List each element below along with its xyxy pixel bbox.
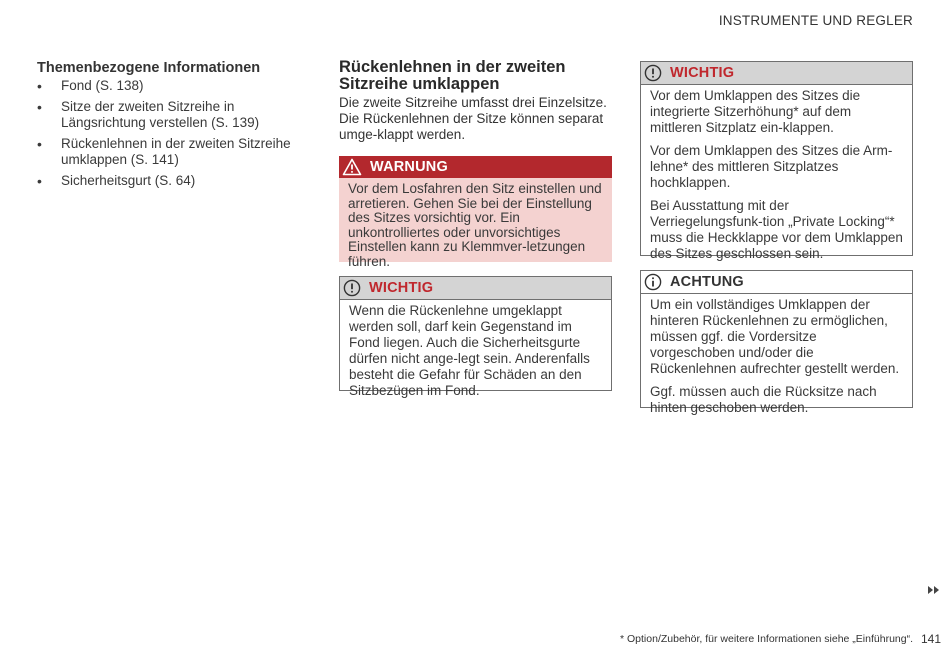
important-header-2 (641, 62, 912, 85)
article (339, 59, 612, 143)
related-info-heading: Themenbezogene Informationen (37, 60, 261, 76)
related-link-fond[interactable]: • Fond (S. 138) (37, 78, 307, 94)
related-link-seat-adjust[interactable]: • Sitze der zweiten Sitzreihe in Längsrichtung verstellen (S. 139) (37, 99, 307, 131)
related-info (37, 60, 307, 194)
page-number: 141 (920, 632, 941, 646)
note-box (640, 270, 913, 415)
warning-header (339, 156, 612, 178)
note-text (641, 294, 912, 424)
info-circle-icon (644, 273, 662, 291)
footnote: * Option/Zubehör, für weitere Informationen siehe „Einführung“. (620, 633, 913, 645)
important-header-1 (340, 277, 611, 300)
important-label-1: WICHTIG (369, 280, 434, 296)
article-intro: Die zweite Sitzreihe umfasst drei Einzelsitze. Die Rückenlehnen der Sitze können separat umge-klappt werden. (339, 95, 607, 142)
related-link-seatbelt[interactable]: • Sicherheitsgurt (S. 64) (37, 173, 307, 189)
section-title: INSTRUMENTE UND REGLER (718, 13, 913, 28)
important-paragraph: Vor dem Umklappen des Sitzes die Arm-lehne* des mittleren Sitzplatzes hochklappen. (650, 143, 893, 190)
exclamation-circle-icon (343, 279, 361, 297)
exclamation-circle-icon (644, 64, 662, 82)
related-info-list (37, 78, 307, 189)
important-label-2: WICHTIG (670, 65, 735, 81)
note-paragraph: Um ein vollständiges Umklappen der hinteren Rückenlehnen zu ermöglichen, müssen ggf. die Vordersitze vorgeschoben und/oder die Rückenlehnen aufrechter gestellt werden. (650, 297, 900, 376)
note-label: ACHTUNG (670, 274, 744, 290)
warning-box (339, 156, 612, 269)
related-link-fold-backrest[interactable]: • Rückenlehnen in der zweiten Sitzreihe umklappen (S. 141) (37, 136, 307, 168)
important-paragraph: Vor dem Umklappen des Sitzes die integrierte Sitzerhöhung* auf dem mittleren Sitzplatz ein-klappen. (650, 88, 861, 135)
warning-label: WARNUNG (370, 159, 448, 175)
next-page-icon[interactable] (927, 585, 941, 595)
important-paragraph: Bei Ausstattung mit der Verriegelungsfunk-tion „Private Locking“* muss die Heckklappe vor dem Umklappen des Sitzes geschlossen sein. (650, 198, 903, 261)
important-box-1 (339, 276, 612, 398)
note-header (641, 271, 912, 294)
important-text-2 (641, 85, 912, 270)
warning-triangle-icon (342, 158, 362, 176)
warning-text: Vor dem Losfahren den Sitz einstellen und arretieren. Gehen Sie bei der Einstellung des Sitzes vorsichtig vor. Ein unkontrolliertes oder unvorsichtiges Einstellen kann zu Klemmver-letzungen führen. (348, 181, 602, 269)
article-title: Rückenlehnen in der zweiten Sitzreihe umklappen (339, 58, 566, 93)
important-box-2 (640, 61, 913, 261)
note-paragraph: Ggf. müssen auch die Rücksitze nach hinten geschoben werden. (650, 384, 877, 415)
important-text-1: Wenn die Rückenlehne umgeklappt werden soll, darf kein Gegenstand im Fond liegen. Auch die Sicherheitsgurte dürfen nicht ange-legt sein. Anderenfalls besteht die Gefahr für Schäden an den Sitzbezügen im Fond. (349, 303, 590, 398)
